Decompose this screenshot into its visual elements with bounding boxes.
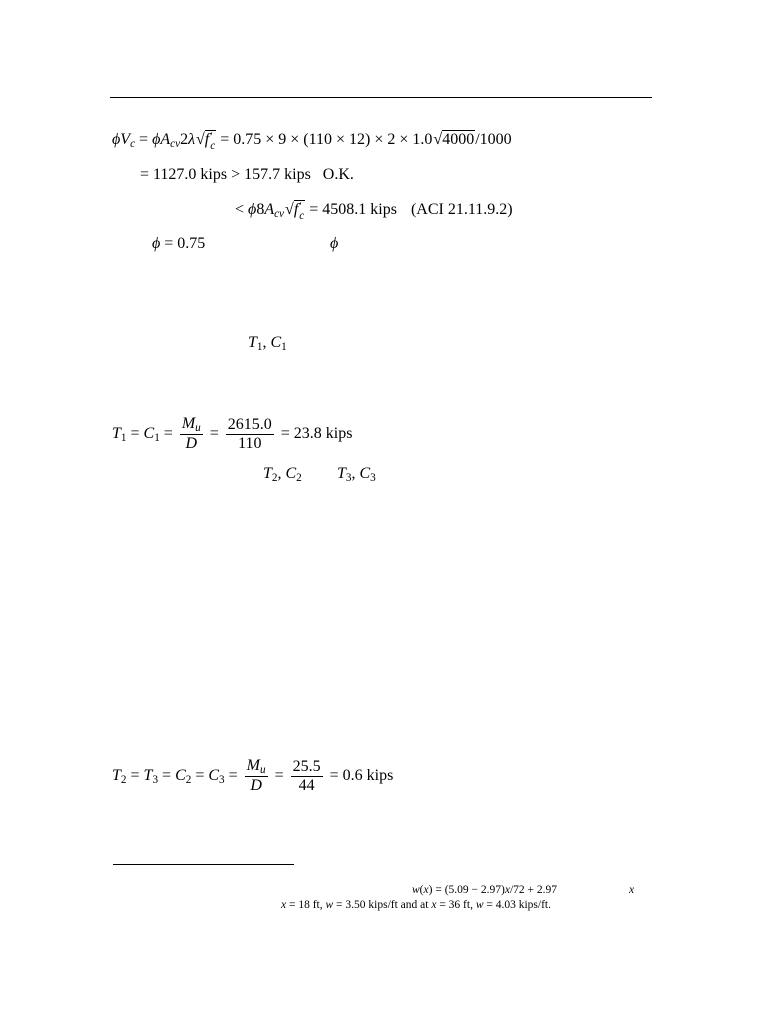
depth-variable: D bbox=[185, 435, 198, 453]
fraction-denominator: 110 bbox=[238, 434, 262, 452]
tension-chord-variable: T bbox=[263, 465, 272, 482]
compression-chord-variable: C bbox=[143, 424, 155, 442]
subscript-3: 3 bbox=[345, 472, 352, 484]
comparison-text: = 1127.0 kips > 157.7 kips bbox=[140, 166, 311, 183]
subscript-2: 2 bbox=[296, 472, 302, 484]
equals-operator: = bbox=[224, 766, 242, 784]
footnote-load-function bbox=[412, 883, 557, 897]
equals-operator: = bbox=[205, 424, 223, 442]
phi-symbol: ϕ bbox=[152, 235, 161, 252]
moment-over-depth-fraction bbox=[180, 415, 203, 453]
subscript-3: 3 bbox=[370, 472, 376, 484]
comma-separator: , bbox=[277, 465, 286, 482]
chord-label-t1-c1 bbox=[248, 333, 287, 353]
load-values-text: = 18 ft, bbox=[286, 899, 326, 911]
phi-symbol: ϕ bbox=[112, 131, 121, 148]
phi-symbol-line bbox=[330, 234, 338, 254]
subscript-1: 1 bbox=[120, 431, 127, 444]
prime-subscript-stack bbox=[299, 203, 304, 221]
phi-value-line bbox=[152, 234, 205, 254]
ok-check-text: O.K. bbox=[322, 166, 354, 183]
radical-overline bbox=[294, 200, 305, 221]
moment-over-depth-fraction bbox=[245, 757, 268, 795]
phi-value: = 0.75 bbox=[160, 235, 206, 252]
tension-chord-variable: T bbox=[112, 766, 121, 784]
shear-strength-equation bbox=[112, 130, 512, 151]
radical-overline bbox=[205, 130, 216, 151]
moment-variable: M bbox=[181, 415, 196, 432]
equals-operator: = bbox=[159, 424, 177, 442]
load-values-text: = 4.03 kips/ft. bbox=[483, 899, 552, 911]
coefficient-2: 2 bbox=[180, 131, 189, 148]
tension-chord-variable: T bbox=[337, 465, 346, 482]
prime-mark: ′ bbox=[210, 131, 213, 143]
subscript-1: 1 bbox=[281, 341, 287, 353]
footnote-variable-line bbox=[629, 883, 634, 897]
subscript-cv: cv bbox=[170, 138, 181, 150]
load-values-text: = 36 ft, bbox=[436, 899, 476, 911]
chord-force-equation-2 bbox=[112, 757, 393, 795]
compression-chord-variable: C bbox=[359, 465, 371, 482]
upper-limit-result: = 4508.1 kips bbox=[305, 201, 397, 218]
subscript-1: 1 bbox=[154, 431, 160, 444]
position-variable: x bbox=[423, 884, 429, 896]
load-function-text: = (5.09 − 2.97) bbox=[432, 884, 505, 896]
radical-sign: √ bbox=[433, 131, 443, 148]
subscript-c: c bbox=[299, 210, 305, 222]
less-than-operator: < bbox=[235, 201, 249, 218]
radicand-4000: 4000 bbox=[442, 131, 475, 148]
concrete-strength-variable: f bbox=[293, 201, 299, 218]
area-variable: A bbox=[264, 201, 275, 218]
fraction-numerator: 2615.0 bbox=[227, 415, 272, 433]
load-variable: w bbox=[475, 899, 484, 911]
position-variable: x bbox=[281, 899, 287, 911]
compression-chord-variable: C bbox=[208, 766, 220, 784]
equals-operator: = bbox=[191, 766, 209, 784]
subscript-2: 2 bbox=[185, 773, 192, 786]
numeric-fraction bbox=[291, 758, 323, 795]
numeric-substitution: = 0.75 × 9 × (110 × 12) × 2 × 1.0 bbox=[216, 131, 433, 148]
chord-label-t2-c2 bbox=[263, 464, 302, 484]
prime-mark: ′ bbox=[299, 201, 302, 213]
shear-strength-variable: V bbox=[120, 131, 131, 148]
load-values-text: = 3.50 kips/ft and at bbox=[333, 899, 432, 911]
load-variable: w bbox=[325, 899, 334, 911]
moment-variable: M bbox=[246, 757, 260, 774]
open-paren: ( bbox=[419, 884, 424, 896]
fraction-denominator: 44 bbox=[298, 776, 315, 794]
subscript-c: c bbox=[130, 138, 136, 150]
subscript-3: 3 bbox=[152, 773, 159, 786]
equals-operator: = bbox=[126, 766, 144, 784]
fraction-numerator bbox=[245, 757, 268, 777]
equals-operator: = bbox=[135, 131, 153, 148]
phi-symbol: ϕ bbox=[152, 131, 161, 148]
position-variable: x bbox=[431, 899, 437, 911]
compression-chord-variable: C bbox=[175, 766, 186, 784]
subscript-2: 2 bbox=[271, 472, 278, 484]
subscript-2: 2 bbox=[120, 773, 127, 786]
radical-sign: √ bbox=[196, 131, 205, 148]
tension-chord-variable: T bbox=[112, 424, 121, 442]
aci-reference: (ACI 21.11.9.2) bbox=[410, 201, 513, 218]
compression-chord-variable: C bbox=[285, 465, 297, 482]
strength-comparison-line bbox=[140, 165, 354, 185]
chord-force-equation-1 bbox=[112, 415, 352, 453]
phi-symbol: ϕ bbox=[248, 201, 257, 218]
lambda-symbol: λ bbox=[188, 131, 195, 148]
concrete-strength-variable: f bbox=[204, 131, 210, 148]
upper-limit-line bbox=[235, 200, 513, 221]
numeric-fraction bbox=[226, 416, 274, 453]
subscript-u: u bbox=[259, 764, 266, 776]
load-variable: w bbox=[412, 884, 420, 896]
subscript-u: u bbox=[195, 422, 201, 434]
subscript-3: 3 bbox=[219, 773, 225, 786]
tension-chord-variable: T bbox=[248, 334, 257, 351]
fraction-numerator: 25.5 bbox=[292, 757, 321, 775]
header-rule bbox=[110, 97, 652, 98]
equals-operator: = bbox=[158, 766, 176, 784]
tension-chord-variable: T bbox=[143, 766, 153, 784]
comma-separator: , bbox=[262, 334, 271, 351]
footnote-variable-x: x bbox=[629, 884, 635, 896]
coefficient-8: 8 bbox=[256, 201, 265, 218]
fraction-numerator bbox=[180, 415, 203, 435]
subscript-1: 1 bbox=[256, 341, 263, 353]
equals-operator: = bbox=[126, 424, 144, 442]
phi-symbol-standalone: ϕ bbox=[330, 235, 339, 252]
depth-variable: D bbox=[250, 777, 262, 795]
compression-chord-variable: C bbox=[270, 334, 282, 351]
subscript-c: c bbox=[210, 140, 216, 152]
radical-overline bbox=[442, 130, 475, 148]
footnote-rule bbox=[113, 864, 294, 865]
chord-force-result: = 0.6 kips bbox=[325, 766, 394, 784]
radical-sign: √ bbox=[285, 201, 294, 218]
comma-separator: , bbox=[351, 465, 360, 482]
equals-operator: = bbox=[270, 766, 288, 784]
chord-label-t3-c3 bbox=[337, 464, 376, 484]
area-variable: A bbox=[160, 131, 171, 148]
subscript-cv: cv bbox=[274, 208, 285, 220]
prime-subscript-stack bbox=[210, 133, 215, 151]
load-function-text: /72 + 2.97 bbox=[509, 884, 558, 896]
chord-force-result: = 23.8 kips bbox=[276, 424, 353, 442]
footnote-load-values bbox=[281, 898, 551, 912]
position-variable: x bbox=[504, 884, 510, 896]
close-paren: ) bbox=[428, 884, 433, 896]
divisor-text: /1000 bbox=[475, 131, 512, 148]
